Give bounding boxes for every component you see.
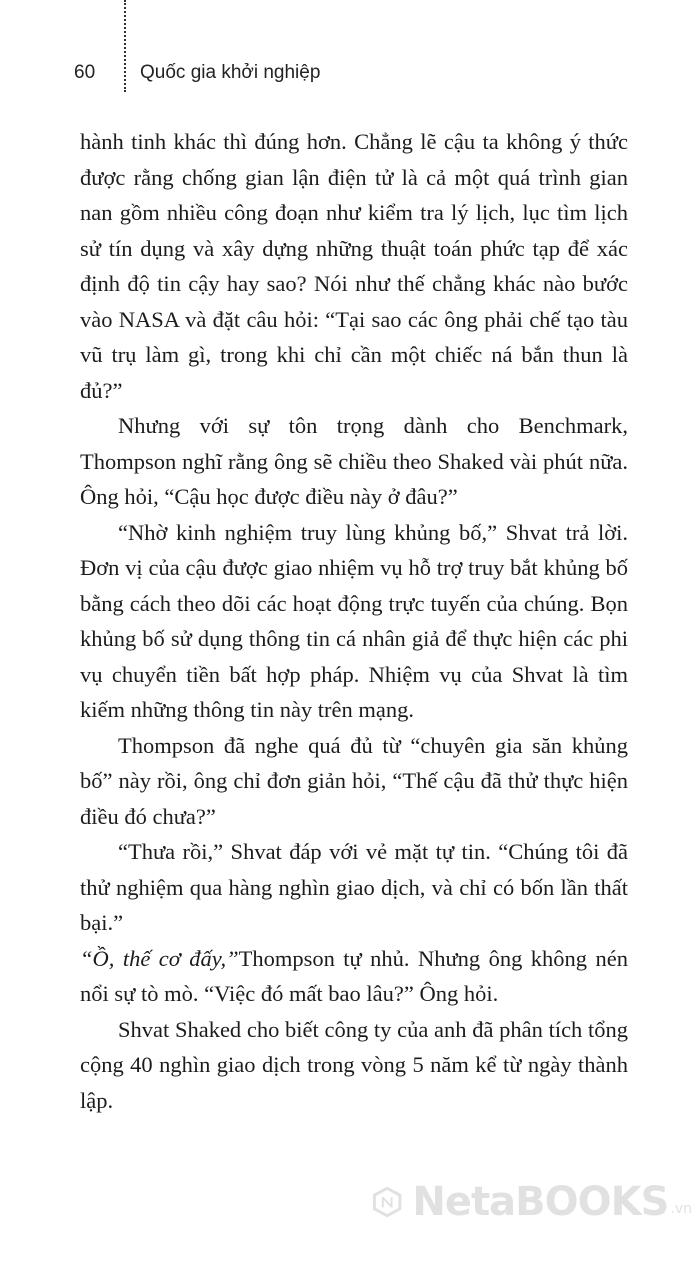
body-text	[80, 124, 628, 1118]
paragraph-6	[80, 941, 628, 1012]
paragraph-6-text: Thompson tự nhủ. Nhưng ông không nén nổi sự tò mò. “Việc đó mất bao lâu?” Ông hỏi.	[80, 945, 628, 1006]
watermark-brand: NetaBOOKS	[412, 1179, 669, 1225]
paragraph-2: Nhưng với sự tôn trọng dành cho Benchmark, Thompson nghĩ rằng ông sẽ chiều theo Shaked vài phút nữa. Ông hỏi, “Cậu học được điều này ở đâu?”	[80, 413, 628, 509]
watermark	[372, 1162, 692, 1242]
paragraph-7: Shvat Shaked cho biết công ty của anh đã phân tích tổng cộng 40 nghìn giao dịch trong vòng 5 năm kể từ ngày thành lập.	[80, 1016, 628, 1113]
header-dotted-rule	[124, 0, 126, 92]
paragraph-5: “Thưa rồi,” Shvat đáp với vẻ mặt tự tin. “Chúng tôi đã thử nghiệm qua hàng nghìn giao dịch, và chỉ có bốn lần thất bại.”	[80, 839, 628, 935]
netabooks-n-logo-icon	[372, 1171, 402, 1233]
running-title: Quốc gia khởi nghiệp	[140, 62, 321, 83]
italic-thought: “Ồ, thế cơ đấy,”	[80, 945, 239, 971]
paragraph-4: Thompson đã nghe quá đủ từ “chuyên gia săn khủng bố” này rồi, ông chỉ đơn giản hỏi, “Thế cậu đã thử thực hiện điều đó chưa?”	[80, 732, 628, 829]
watermark-suffix: .vn	[670, 1201, 692, 1217]
paragraph-1: hành tinh khác thì đúng hơn. Chẳng lẽ cậu ta không ý thức được rằng chống gian lận điện tử là cả một quá trình gian nan gồm nhiều công đoạn như kiểm tra lý lịch, lục tìm lịch sử tín dụng và xây dựng những thuật toán phức tạp để xác định độ tin cậy hay sao? Nói như thế chẳng khác nào bước vào NASA và đặt câu hỏi: “Tại sao các ông phải chế tạo tàu vũ trụ làm gì, trong khi chỉ cần một chiếc ná bắn thun là đủ?”	[80, 129, 628, 403]
page-number: 60	[74, 62, 96, 83]
paragraph-3: “Nhờ kinh nghiệm truy lùng khủng bố,” Shvat trả lời. Đơn vị của cậu được giao nhiệm vụ hỗ trợ truy bắt khủng bố bằng cách theo dõi các hoạt động trực tuyến của chúng. Bọn khủng bố sử dụng thông tin cá nhân giả để thực hiện các phi vụ chuyển tiền bất hợp pháp. Nhiệm vụ của Shvat là tìm kiếm những thông tin này trên mạng.	[80, 519, 628, 722]
